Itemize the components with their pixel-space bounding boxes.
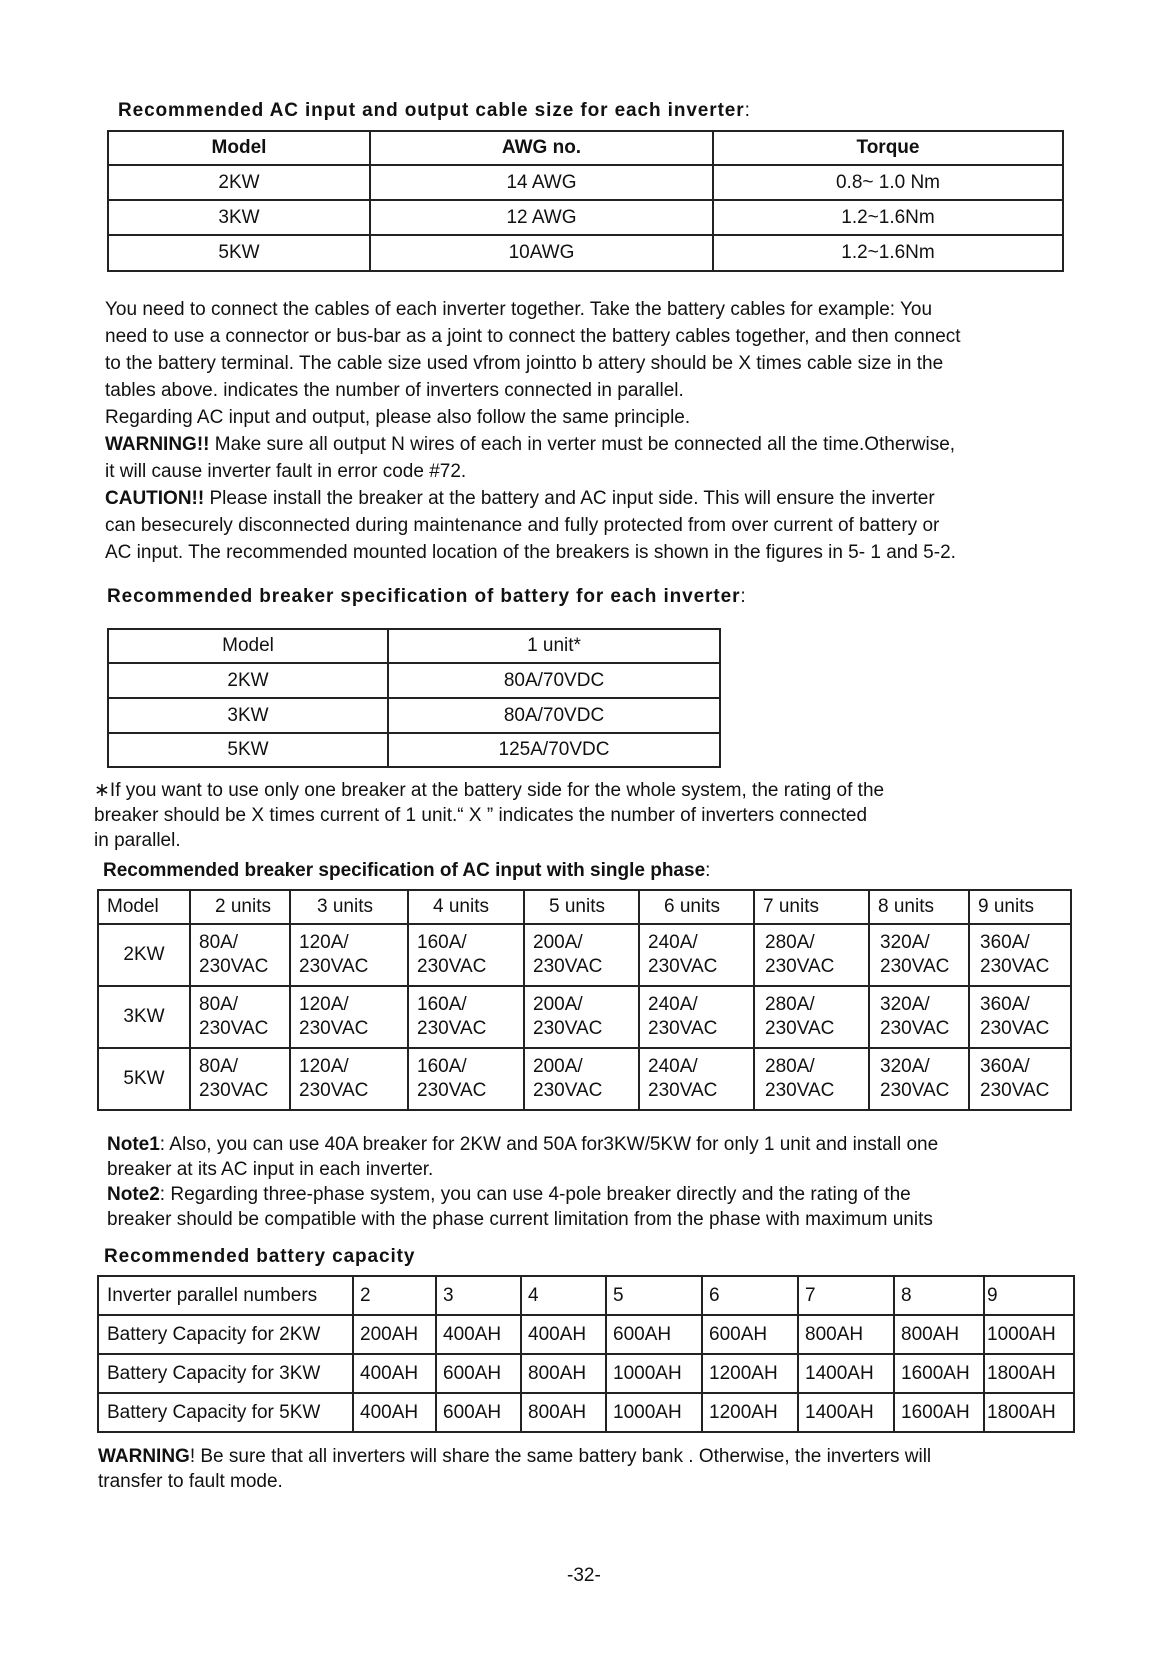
- table-row: 5KW 125A/70VDC: [108, 733, 720, 767]
- col-model: Model: [108, 131, 370, 165]
- caution-paragraph: CAUTION!! Please install the breaker at the battery and AC input side. This will ensure the inverter: [105, 488, 935, 509]
- col-awg: AWG no.: [370, 131, 713, 165]
- table-row: Battery Capacity for 2KW 200AH 400AH 400AH 600AH 600AH 800AH 800AH 1000AH: [98, 1315, 1074, 1354]
- warning-paragraph: WARNING!! Make sure all output N wires of each in verter must be connected all the time.Otherwise,: [105, 434, 956, 455]
- col-torque: Torque: [713, 131, 1063, 165]
- battery-breaker-table: Model 1 unit* 2KW 80A/70VDC 3KW 80A/70VDC 5KW 125A/70VDC: [107, 628, 721, 768]
- table-row: 5KW 80A/ 230VAC 120A/ 230VAC 160A/ 230VAC 200A/ 230VAC 240A/ 230VAC 280A/ 230VAC 320A/ 230VAC 360A/ 230VAC: [98, 1048, 1071, 1110]
- table-row: 2KW 80A/70VDC: [108, 663, 720, 698]
- table-row: Battery Capacity for 3KW 400AH 600AH 800AH 1000AH 1200AH 1400AH 1600AH 1800AH: [98, 1354, 1074, 1393]
- table-row: 3KW 12 AWG 1.2~1.6Nm: [108, 200, 1063, 235]
- table-row: 2KW 80A/ 230VAC 120A/ 230VAC 160A/ 230VAC 200A/ 230VAC 240A/ 230VAC 280A/ 230VAC 320A/ 230VAC 360A/ 230VAC: [98, 924, 1071, 986]
- ac-breaker-heading: Recommended breaker specification of AC input with single phase:: [103, 860, 711, 881]
- connection-paragraph: You need to connect the cables of each inverter together. Take the battery cables for example: You need to use a connector or bus-bar as a joint to connect the battery cables together, and then connect to the battery terminal. The cable size used vfrom jointto b attery should be X times cable size in the tables above. indicates the number of inverters connected in parallel. Regarding AC input and output, please also follow the same principle. WARNING!! Make sure all output N wires of each in verter must be connected all the time.Otherwise, it will cause inverter fault in error code #72. CAUTION!! Please install the breaker at the battery and AC input side. This will ensure the inverter can besecurely disconnected during maintenance and fully protected from over current of battery or AC input. The recommended mounted location of the breakers is shown in the figures in 5- 1 and 5-2.: [105, 296, 1115, 566]
- ac-breaker-table: Model 2 units 3 units 4 units 5 units 6 units 7 units 8 units 9 units 2KW 80A/ 230VAC 120A/ 230VAC 160A/ 230VAC 200A/ 230VAC 240A/ 230VAC 280A/ 230VAC 320A/ 230VAC 360A/ 230VAC 3KW 80A/ 230VAC 120A/ 230VAC 160A/ 230VAC 200A/ 230VAC 240A/ 230VAC 280A/ 230VAC 320A/ 230VAC 360A/ 230VAC 5KW 80A/ 230VAC 120A/ 230VAC 160A/ 230VAC 200A/ 230VAC 240A/ 230VAC 280A/ 230VAC 320A/ 230VAC 360A/ 230VAC: [97, 889, 1072, 1111]
- cable-size-table: [107, 130, 1064, 272]
- table-row: Battery Capacity for 5KW 400AH 600AH 800AH 1000AH 1200AH 1400AH 1600AH 1800AH: [98, 1393, 1074, 1432]
- table-row: 3KW 80A/70VDC: [108, 698, 720, 733]
- footnote: ∗If you want to use only one breaker at the battery side for the whole system, the rating of the breaker should be X times current of 1 unit.“ X ” indicates the number of inverters connected in parallel.: [94, 780, 885, 851]
- notes: Note1: Also, you can use 40A breaker for 2KW and 50A for3KW/5KW for only 1 unit and install one breaker at its AC input in each inverter. Note2: Regarding three-phase system, you can use 4-pole breaker directly and the rating of the breaker should be compatible with the phase current limitation from the phase with maximum units: [107, 1134, 939, 1230]
- table-row: Inverter parallel numbers 2 3 4 5 6 7 8 9: [98, 1276, 1074, 1315]
- table-row: 5KW 10AWG 1.2~1.6Nm: [108, 235, 1063, 271]
- battery-capacity-heading: Recommended battery capacity: [104, 1246, 416, 1267]
- table-row: 3KW 80A/ 230VAC 120A/ 230VAC 160A/ 230VAC 200A/ 230VAC 240A/ 230VAC 280A/ 230VAC 320A/ 230VAC 360A/ 230VAC: [98, 986, 1071, 1048]
- table-row: 2KW 14 AWG 0.8~ 1.0 Nm: [108, 165, 1063, 200]
- battery-breaker-heading: Recommended breaker specification of battery for each inverter:: [107, 586, 747, 607]
- page-number: -32-: [567, 1565, 601, 1586]
- cable-size-heading: Recommended AC input and output cable size for each inverter:: [118, 100, 751, 121]
- warning-battery-bank: WARNING! Be sure that all inverters will share the same battery bank . Otherwise, the inverters will transfer to fault mode.: [98, 1446, 932, 1492]
- battery-capacity-table: [97, 1275, 1075, 1433]
